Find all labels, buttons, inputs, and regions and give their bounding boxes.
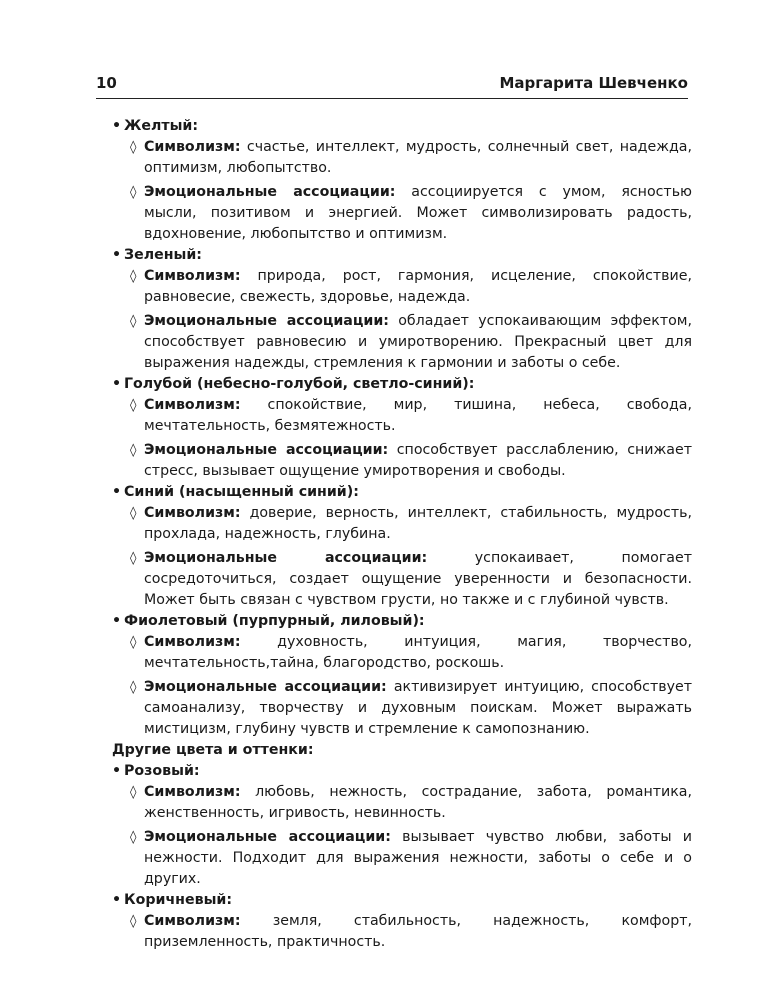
diamond-icon: ◊: [130, 680, 137, 695]
bullet-icon: •: [112, 613, 122, 629]
symbolism-item: ◊ Символизм: земля, стабильность, надежность, комфорт, приземленность, практичность.: [130, 913, 692, 950]
symbolism-item: ◊ Символизм: счастье, интеллект, мудрость, солнечный свет, надежда, оптимизм, любопытство.: [130, 139, 693, 176]
color-heading: • Коричневый:: [112, 890, 692, 911]
symbolism-item: ◊ Символизм: любовь, нежность, сострадание, забота, романтика, женственность, игривость, невинность.: [130, 784, 692, 821]
emotional-item: ◊ Эмоциональные ассоциации: вызывает чувство любви, заботы и нежности. Подходит для выражения нежности, заботы о себе и о других.: [130, 829, 692, 887]
page-header: [96, 72, 688, 99]
diamond-icon: ◊: [130, 506, 137, 521]
symbolism-item: ◊ Символизм: доверие, верность, интеллект, стабильность, мудрость, прохлада, надежность, глубина.: [130, 505, 692, 542]
diamond-icon: ◊: [130, 551, 137, 566]
bullet-icon: •: [112, 247, 122, 263]
diamond-icon: ◊: [130, 140, 137, 155]
diamond-icon: ◊: [130, 914, 137, 929]
color-heading: • Желтый:: [112, 116, 692, 137]
color-heading: • Синий (насыщенный синий):: [112, 482, 692, 503]
color-heading: • Фиолетовый (пурпурный, лиловый):: [112, 611, 692, 632]
bullet-icon: •: [112, 892, 122, 908]
symbolism-item: ◊ Символизм: природа, рост, гармония, исцеление, спокойствие, равновесие, свежесть, здоровье, надежда.: [130, 268, 692, 305]
diamond-icon: ◊: [130, 269, 137, 284]
color-heading: • Розовый:: [112, 761, 692, 782]
bullet-icon: •: [112, 118, 122, 134]
bullet-icon: •: [112, 484, 122, 500]
symbolism-item: ◊ Символизм: спокойствие, мир, тишина, небеса, свобода, мечтательность, безмятежность.: [130, 397, 692, 434]
diamond-icon: ◊: [130, 314, 137, 329]
page-number: 10: [96, 74, 117, 92]
color-heading: • Голубой (небесно-голубой, светло-синий):: [112, 374, 692, 395]
diamond-icon: ◊: [130, 830, 137, 845]
diamond-icon: ◊: [130, 635, 137, 650]
symbolism-item: ◊ Символизм: духовность, интуиция, магия, творчество, мечтательность,тайна, благородство, роскошь.: [130, 634, 692, 671]
diamond-icon: ◊: [130, 398, 137, 413]
emotional-item: ◊ Эмоциональные ассоциации: обладает успокаивающим эффектом, способствует равновесию и умиротворению. Прекрасный цвет для выражения надежды, стремления к гармонии и заботы о себе.: [130, 313, 692, 371]
emotional-item: ◊ Эмоциональные ассоциации: успокаивает, помогает сосредоточиться, создает ощущение уверенности и безопасности. Может быть связан с чувством грусти, но также и с глубиной чувств.: [130, 550, 692, 608]
emotional-item: ◊ Эмоциональные ассоциации: активизирует интуицию, способствует самоанализу, творчеству и духовным поискам. Может выражать мистицизм, глубину чувств и стремление к самопознанию.: [130, 679, 692, 737]
bullet-icon: •: [112, 763, 122, 779]
diamond-icon: ◊: [130, 785, 137, 800]
running-head-author: Маргарита Шевченко: [499, 74, 688, 92]
color-heading: • Зеленый:: [112, 245, 692, 266]
emotional-item: ◊ Эмоциональные ассоциации: способствует расслаблению, снижает стресс, вызывает ощущение умиротворения и свободы.: [130, 442, 692, 479]
section-heading: Другие цвета и оттенки:: [112, 742, 314, 758]
diamond-icon: ◊: [130, 185, 137, 200]
diamond-icon: ◊: [130, 443, 137, 458]
bullet-icon: •: [112, 376, 122, 392]
page-body: [112, 116, 692, 953]
emotional-item: ◊ Эмоциональные ассоциации: ассоциируется с умом, ясностью мысли, позитивом и энергией. Может символизировать радость, вдохновение, любопытство и оптимизм.: [130, 184, 692, 242]
